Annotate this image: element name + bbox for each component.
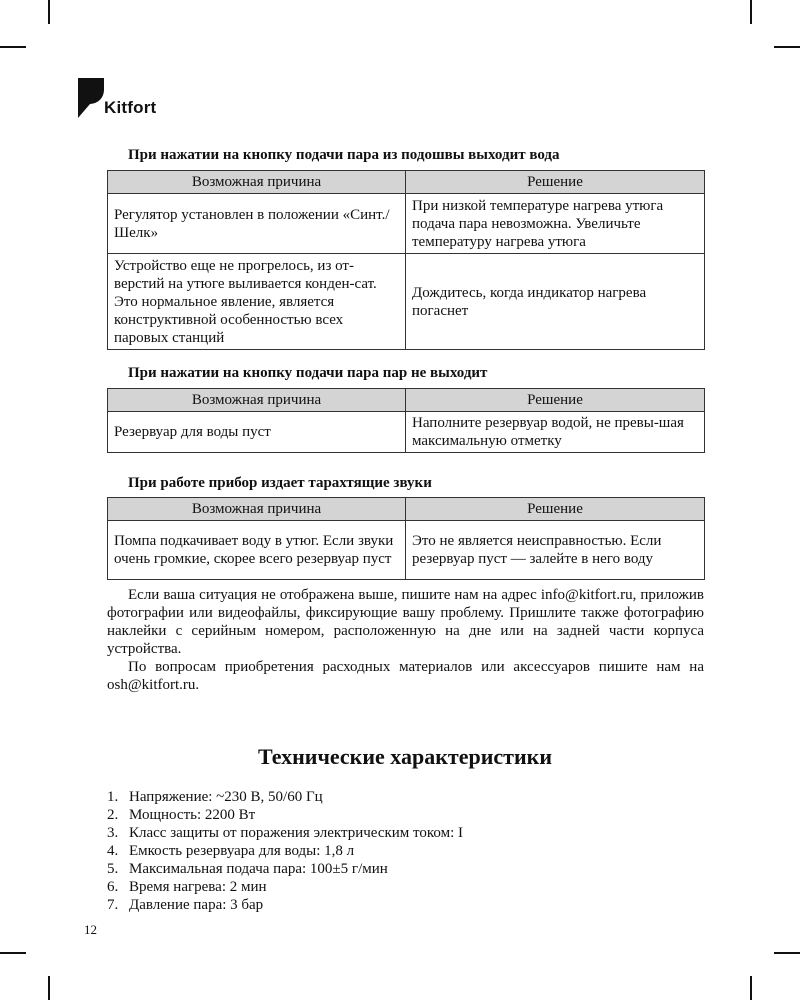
list-item-number: 7. — [107, 897, 119, 913]
table-cell-solution: Наполните резервуар водой, не превы-шая максимальную отметку — [406, 412, 705, 453]
section-title: При нажатии на кнопку подачи пара пар не выходит — [128, 365, 488, 381]
list-item — [107, 860, 463, 878]
section-title: При нажатии на кнопку подачи пара из подошвы выходит вода — [128, 147, 560, 163]
crop-mark — [0, 952, 26, 954]
column-header: Решение — [406, 389, 705, 412]
list-item-text: Мощность: 2200 Вт — [129, 807, 256, 823]
troubleshooting-table — [107, 388, 705, 453]
list-item-number: 6. — [107, 879, 119, 895]
page-number: 12 — [84, 922, 97, 937]
table-row — [108, 194, 705, 254]
list-item-text: Класс защиты от поражения электрическим током: I — [129, 825, 464, 841]
column-header: Решение — [406, 498, 705, 521]
troubleshooting-table — [107, 170, 705, 350]
table-cell-solution: При низкой температуре нагрева утюга подача пара невозможна. Увеличьте температуру нагрева утюга — [406, 194, 705, 254]
list-item-text: Время нагрева: 2 мин — [129, 879, 267, 895]
list-item-number: 4. — [107, 843, 119, 859]
table-row — [108, 254, 705, 350]
table-row — [108, 412, 705, 453]
table-cell-cause: Резервуар для воды пуст — [108, 412, 406, 453]
table-header-row — [108, 171, 705, 194]
crop-mark — [48, 976, 50, 1000]
list-item — [107, 788, 463, 806]
section-title: При работе прибор издает тарахтящие звуки — [128, 475, 432, 491]
crop-mark — [48, 0, 50, 24]
crop-mark — [750, 0, 752, 24]
list-item — [107, 842, 463, 860]
brand-name: Kitfort — [104, 98, 157, 117]
crop-mark — [0, 46, 26, 48]
column-header: Решение — [406, 171, 705, 194]
table-header-row — [108, 498, 705, 521]
column-header: Возможная причина — [108, 171, 406, 194]
list-item-number: 5. — [107, 861, 119, 877]
column-header: Возможная причина — [108, 498, 406, 521]
table-cell-cause: Регулятор установлен в положении «Синт./Шелк» — [108, 194, 406, 254]
table-cell-cause: Устройство еще не прогрелось, из от-верстий на утюге выливается конден-сат. Это нормальное явление, является конструктивной особенностью всех паровых станций — [108, 254, 406, 350]
table-cell-cause: Помпа подкачивает воду в утюг. Если звуки очень громкие, скорее всего резервуар пуст — [108, 521, 406, 580]
list-item-number: 1. — [107, 789, 119, 805]
table-cell-solution: Это не является неисправностью. Если резервуар пуст — залейте в него воду — [406, 521, 705, 580]
table-cell-solution: Дождитесь, когда индикатор нагрева погаснет — [406, 254, 705, 350]
crop-mark — [750, 976, 752, 1000]
list-item — [107, 896, 463, 914]
troubleshooting-table — [107, 497, 705, 580]
list-item-number: 2. — [107, 807, 119, 823]
list-item-text: Максимальная подача пара: 100±5 г/мин — [129, 861, 388, 877]
table-header-row — [108, 389, 705, 412]
contact-paragraph: Если ваша ситуация не отображена выше, пишите нам на адрес info@kitfort.ru, приложив фотографии или видеофайлы, фиксирующие вашу проблему. Пришлите также фотографию наклейки с серийным номером, расположенную на дне или на задней части корпуса устройства. — [107, 587, 704, 657]
table-row — [108, 521, 705, 580]
column-header: Возможная причина — [108, 389, 406, 412]
list-item — [107, 806, 463, 824]
specs-heading: Технические характеристики — [257, 744, 553, 769]
crop-mark — [774, 952, 800, 954]
kitfort-logo-icon — [78, 78, 106, 118]
list-item-text: Напряжение: ~230 В, 50/60 Гц — [129, 789, 323, 805]
list-item-number: 3. — [107, 825, 119, 841]
specs-list — [107, 788, 463, 914]
list-item-text: Давление пара: 3 бар — [129, 897, 264, 913]
crop-mark — [774, 46, 800, 48]
accessories-paragraph: По вопросам приобретения расходных материалов или аксессуаров пишите нам на osh@kitfort.ru. — [107, 659, 704, 693]
list-item-text: Емкость резервуара для воды: 1,8 л — [129, 843, 355, 859]
list-item — [107, 878, 463, 896]
list-item — [107, 824, 463, 842]
